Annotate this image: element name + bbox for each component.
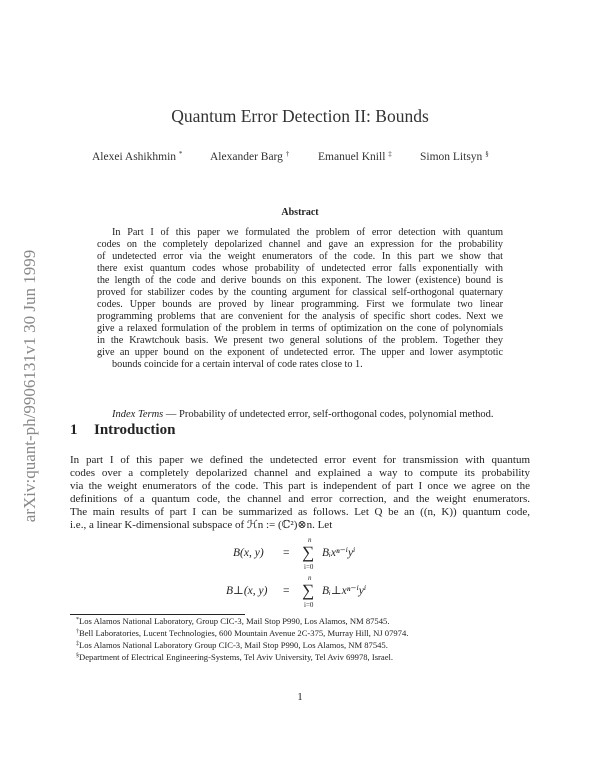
abstract-line: of undetected error via the weight enumerators of the code. In this part we show that [97, 251, 503, 262]
abstract-line: programming problems that are convenient for the analysis of specific short codes. Next we [97, 311, 503, 322]
equation-lhs: B⊥(x, y) [226, 585, 268, 597]
abstract-line: proved for stabilizer codes by the counting argument for classical self-orthogonal quaternary [97, 287, 503, 298]
footnote-text: Los Alamos National Laboratory, Group CIC-3, Mail Stop P990, Los Alamos, NM 87545. [79, 616, 390, 626]
abstract-line: codes on the completely depolarized channel and gave an expression for the probability [97, 239, 503, 250]
footnote-text: Department of Electrical Engineering-Systems, Tel Aviv University, Tel Aviv 69978, Israel. [79, 652, 394, 662]
paper-title: Quantum Error Detection II: Bounds [171, 106, 429, 126]
author [92, 150, 182, 163]
footnote-rule [70, 614, 245, 615]
section-number: 1 [70, 422, 78, 438]
abstract-line: bounds coincide for a certain interval of code rates close to 1. [112, 359, 363, 370]
index-terms-label: Index Terms [112, 409, 164, 420]
footnote-mark: § [485, 150, 489, 158]
footnote-mark: ‡ [388, 150, 392, 158]
equation-rhs: Bᵢxⁿ⁻ⁱyⁱ [322, 547, 356, 559]
footnote-mark: † [76, 629, 79, 635]
author [318, 150, 392, 163]
sum-lower-limit: i=0 [304, 563, 314, 571]
abstract-line: there exist quantum codes whose probability of undetected error falls exponentially with [97, 263, 503, 274]
footnote [76, 652, 393, 663]
footnote-text: Bell Laboratories, Lucent Technologies, 600 Mountain Avenue 2C-375, Murray Hill, NJ 07974. [79, 628, 409, 638]
intro-line: i.e., a linear K-dimensional subspace of ℋn := (ℂ²)⊗n. Let [70, 519, 333, 531]
intro-line: codes over a completely depolarized channel and explained a way to compute its probability [70, 467, 530, 479]
author-name: Emanuel Knill [318, 151, 386, 163]
footnote-mark: † [285, 150, 290, 158]
footnote-mark: § [76, 653, 79, 659]
intro-line: via the weight enumerators of the code. This part is independent of part I once we agree on the [70, 480, 530, 492]
author [210, 150, 289, 163]
section-heading [70, 422, 175, 439]
abstract-line: the length of the code and derive bounds on this exponent. The lower (existence) bound is [97, 275, 503, 286]
author [420, 150, 489, 163]
summation-symbol: ∑ [302, 581, 315, 600]
equation-rhs: Bᵢ⊥xⁿ⁻ⁱyⁱ [322, 585, 367, 597]
abstract-line: in the Krawtchouk basis. We present two general solutions of the problem. Together they [97, 335, 503, 346]
page-number: 1 [297, 691, 303, 703]
footnote-mark: ‡ [76, 641, 79, 647]
author-name: Simon Litsyn [420, 151, 483, 163]
footnote [76, 640, 388, 651]
equation-lhs: B(x, y) [233, 547, 264, 559]
footnote [76, 628, 408, 639]
equation-equals: = [283, 547, 290, 559]
arxiv-stamp: arXiv:quant-ph/9906131v1 30 Jun 1999 [20, 249, 39, 523]
footnote-mark: * [76, 617, 79, 623]
sum-upper-limit: n [308, 536, 312, 544]
footnote [76, 616, 389, 627]
footnote-text: Los Alamos National Laboratory Group CIC-3, Mail Stop P990, Los Alamos, NM 87545. [79, 640, 388, 650]
abstract-line: give an upper bound on the exponent of undetected error. The upper and lower asymptotic [97, 347, 503, 358]
abstract-line: codes. Upper bounds are proved by linear programming. First we formulate two linear [97, 299, 503, 310]
abstract-line: In Part I of this paper we formulated the problem of error detection with quantum [112, 227, 503, 238]
footnote-mark: * [178, 150, 183, 158]
abstract-line: give a relaxed formulation of the problem in terms of optimization on the cone of polynomials [97, 323, 503, 334]
index-terms [112, 409, 518, 420]
sum-upper-limit: n [308, 574, 312, 582]
abstract-heading: Abstract [281, 207, 319, 218]
summation-symbol: ∑ [302, 543, 315, 562]
intro-line: The main results of part I can be summarized as follows. Let Q be an ((n, K)) quantum code, [70, 506, 530, 518]
intro-line: definitions of a quantum code, the channel and error correction, and the weight enumerators. [70, 493, 530, 505]
author-name: Alexei Ashikhmin [92, 151, 177, 163]
author-name: Alexander Barg [210, 151, 283, 163]
index-terms-text: — Probability of undetected error, self-orthogonal codes, polynomial method. [163, 409, 494, 420]
section-title: Introduction [94, 422, 176, 438]
intro-line: In part I of this paper we defined the undetected error event for transmission with quantum [70, 454, 530, 466]
equation-equals: = [283, 585, 290, 597]
sum-lower-limit: i=0 [304, 601, 314, 609]
